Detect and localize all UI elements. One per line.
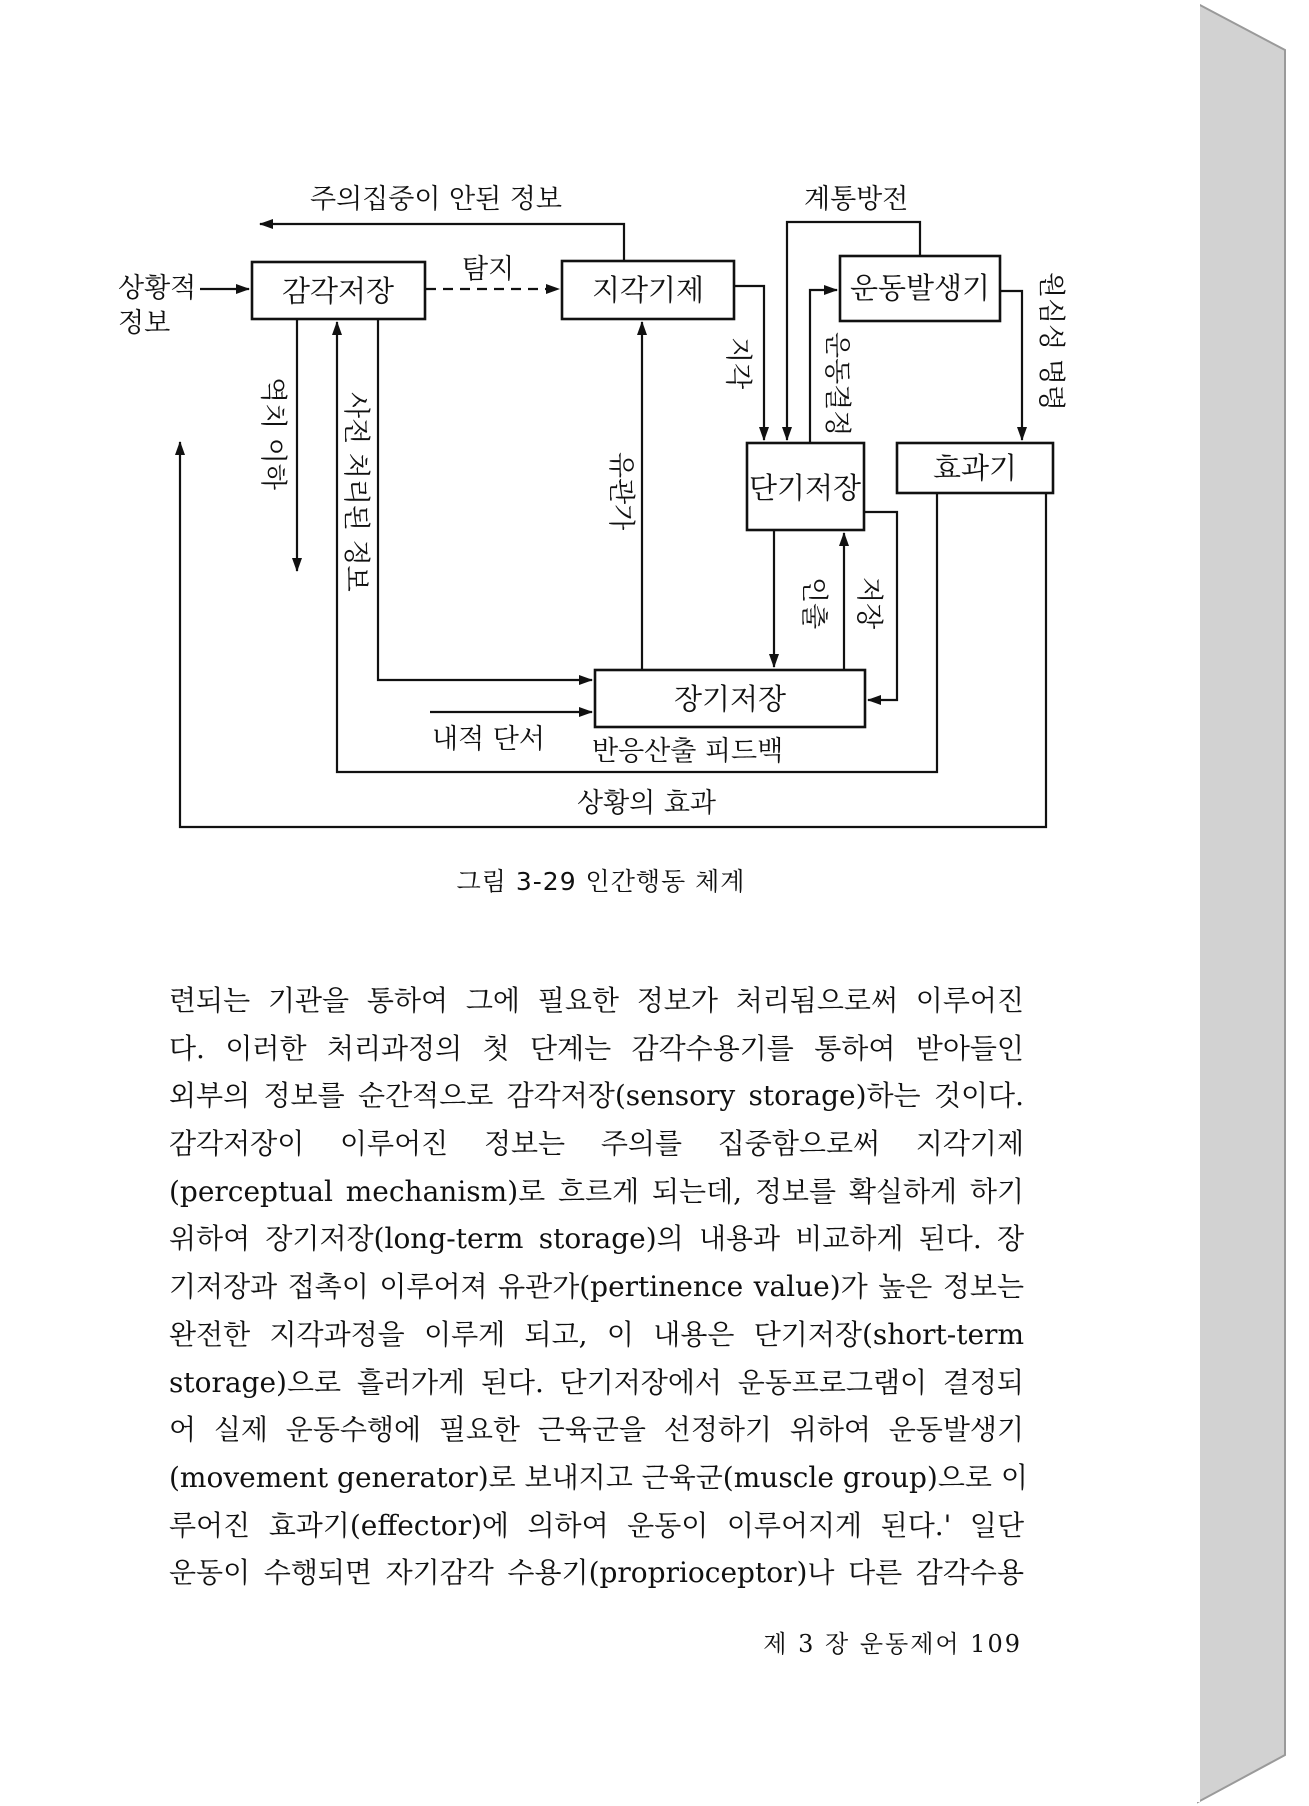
label-motor-decision: 운동결정 [821,332,852,437]
box-long-term-storage-label: 장기저장 [673,682,787,716]
body-line: 어 실제 운동수행에 필요한 근육군을 선정하기 위하여 운동발생기 [169,1413,1024,1447]
body-line: (perceptual mechanism)로 흐르게 되는데, 정보를 확실하게 하기 [169,1174,1024,1208]
arrow-system-transfer [787,222,920,440]
label-storage: 저장 [853,577,884,630]
body-text [169,977,1028,1597]
label-perception-v: 지각 [722,337,753,390]
label-detection: 탐지 [462,254,515,285]
body-line: 운동이 수행되면 자기감각 수용기(proprioceptor)나 다른 감각수용 [169,1556,1024,1590]
box-effector-label: 효과기 [932,451,1018,485]
body-line: 완전한 지각과정을 이루게 되고, 이 내용은 단기저장(short-term [169,1317,1024,1351]
body-line: 감각저장이 이루어진 정보는 주의를 집중함으로써 지각기제 [169,1127,1024,1161]
box-short-term-storage-label: 단기저장 [748,471,862,505]
human-behavior-system-diagram [2,2,1200,902]
arrow-sensory-to-long-term [378,320,592,680]
book-page [2,2,1200,1802]
body-line: 련되는 기관을 통하여 그에 필요한 정보가 처리됨으로써 이루어진 [169,984,1024,1017]
body-line: 외부의 정보를 순간적으로 감각저장(sensory storage)하는 것이다. [169,1079,1024,1113]
arrow-efferent-command [1000,291,1022,440]
body-line: 다. 이러한 처리과정의 첫 단계는 감각수용기를 통하여 받아들인 [169,1031,1024,1065]
label-below-threshold: 역치 이하 [257,377,288,490]
label-retrieval: 인출 [798,577,829,630]
label-situational-info-2: 정보 [118,308,171,339]
box-sensory-storage-label: 감각저장 [281,274,395,308]
label-unattended-info: 주의집중이 안된 정보 [310,184,562,215]
label-situational-info-1: 상황적 [118,273,197,304]
page-footer: 제 3 장 운동제어 109 [763,1630,1022,1658]
body-line: 루어진 효과기(effector)에 의하여 운동이 이루어지게 된다.' 일단 [169,1508,1024,1542]
label-preprocessed-info: 사전 처리된 정보 [340,392,371,592]
body-line: 위하여 장기저장(long-term storage)의 내용과 비교하게 된다. 장 [169,1222,1024,1256]
body-line: (movement generator)로 보내지고 근육군(muscle group)으로 이 [169,1460,1028,1494]
label-system-transfer: 계통방전 [804,184,909,215]
body-line: 기저장과 접촉이 이루어져 유관가(pertinence value)가 높은 정보는 [169,1270,1024,1304]
body-line: storage)으로 흘러가게 된다. 단기저장에서 운동프로그램이 결정되 [169,1365,1024,1399]
figure-caption: 그림 3-29 인간행동 체계 [456,867,746,896]
box-movement-generator-label: 운동발생기 [849,271,991,305]
label-efferent-command: 원심성 명령 [1035,272,1066,411]
arrow-unattended-info [260,224,624,261]
label-internal-cue: 내적 단서 [432,724,545,755]
label-response-feedback: 반응산출 피드백 [592,736,784,767]
label-pertinence: 유관가 [605,452,636,531]
label-situational-effect: 상황의 효과 [577,788,716,819]
box-perceptual-mechanism-label: 지각기제 [591,273,705,307]
